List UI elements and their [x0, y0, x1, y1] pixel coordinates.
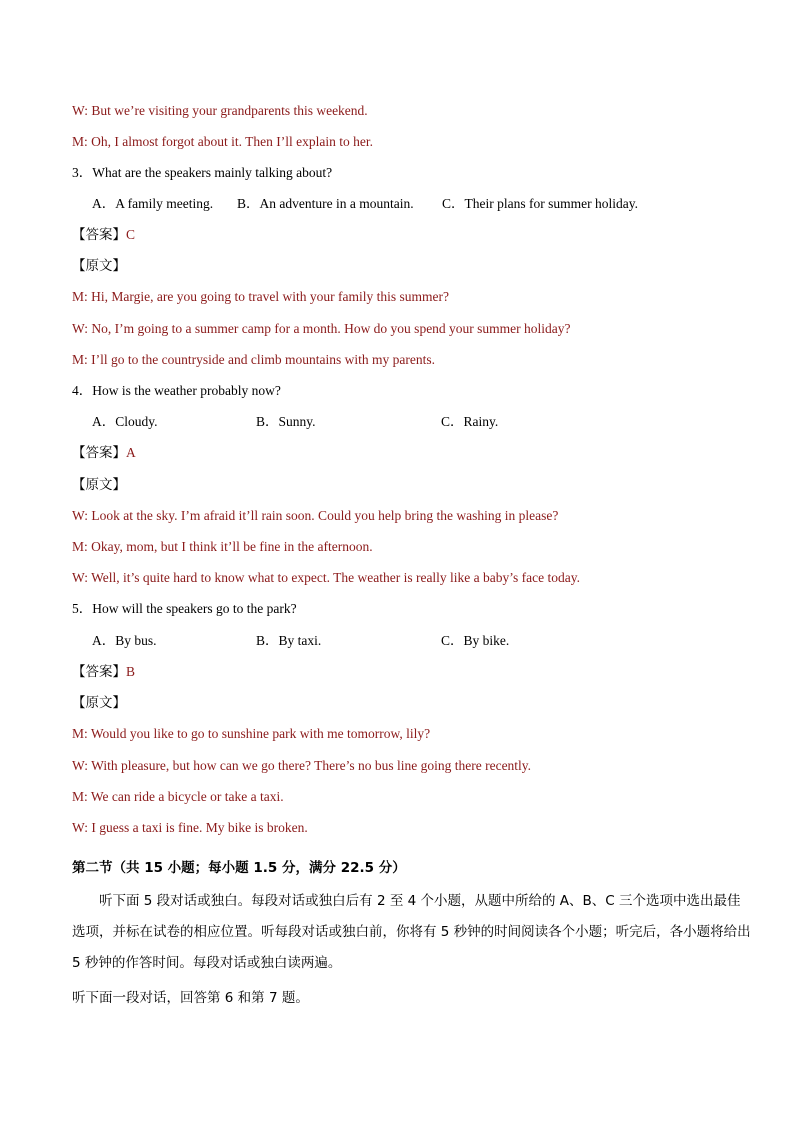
option-c: C．By bike.	[441, 633, 510, 648]
transcript-label: 【原文】	[72, 695, 126, 711]
section-heading: 第二节（共 15 小题；每小题 1.5 分，满分 22.5 分）	[72, 860, 406, 876]
transcript-line: M: We can ride a bicycle or take a taxi.	[72, 789, 284, 804]
option-b: B．By taxi.	[256, 633, 322, 648]
transcript-line: W: I guess a taxi is fine. My bike is broken.	[72, 820, 308, 835]
transcript-line: M: Hi, Margie, are you going to travel with your family this summer?	[72, 289, 449, 304]
answer-label: 【答案】	[72, 227, 126, 243]
answer-row-3	[72, 226, 135, 244]
option-a: A．Cloudy.	[92, 414, 158, 429]
answer-value: C	[126, 227, 136, 242]
option-c: C．Their plans for summer holiday.	[442, 196, 638, 211]
option-a: A．By bus.	[92, 633, 157, 648]
answer-row-5	[72, 663, 135, 681]
section-instructions: 听下面 5 段对话或独白。每段对话或独白后有 2 至 4 个小题，从题中所给的 A、B、C 三个选项中选出最佳选项，并标在试卷的相应位置。听每段对话或独白前，你将有 5 秒钟的时间阅读各个小题；听完后，各小题将给出 5 秒钟的作答时间。每段对话或独白读两遍。	[72, 893, 751, 971]
option-b: B．Sunny.	[256, 414, 316, 429]
answer-label: 【答案】	[72, 664, 126, 680]
option-a: A．A family meeting.	[92, 196, 214, 211]
transcript-line: W: Well, it’s quite hard to know what to expect. The weather is really like a baby’s face today.	[72, 570, 581, 585]
answer-value: A	[126, 445, 136, 460]
option-b: B．An adventure in a mountain.	[237, 196, 414, 211]
transcript-line: W: But we’re visiting your grandparents this weekend.	[72, 103, 368, 118]
transcript-label: 【原文】	[72, 258, 126, 274]
transcript-line: M: I’ll go to the countryside and climb mountains with my parents.	[72, 352, 435, 367]
transcript-line: M: Oh, I almost forgot about it. Then I’ll explain to her.	[72, 134, 373, 149]
answer-label: 【答案】	[72, 445, 126, 461]
transcript-line: M: Okay, mom, but I think it’ll be fine in the afternoon.	[72, 539, 373, 554]
transcript-line: W: Look at the sky. I’m afraid it’ll rain soon. Could you help bring the washing in please?	[72, 508, 559, 523]
answer-value: B	[126, 664, 136, 679]
next-dialogue-prompt: 听下面一段对话，回答第 6 和第 7 题。	[72, 990, 309, 1006]
transcript-label: 【原文】	[72, 477, 126, 493]
question-3: 3．What are the speakers mainly talking about?	[72, 165, 333, 180]
transcript-line: M: Would you like to go to sunshine park with me tomorrow, lily?	[72, 726, 431, 741]
option-c: C．Rainy.	[441, 414, 499, 429]
transcript-line: W: With pleasure, but how can we go there? There’s no bus line going there recently.	[72, 758, 532, 773]
question-5: 5．How will the speakers go to the park?	[72, 601, 297, 616]
transcript-line: W: No, I’m going to a summer camp for a month. How do you spend your summer holiday?	[72, 321, 571, 336]
question-4: 4．How is the weather probably now?	[72, 383, 281, 398]
answer-row-4	[72, 444, 136, 462]
